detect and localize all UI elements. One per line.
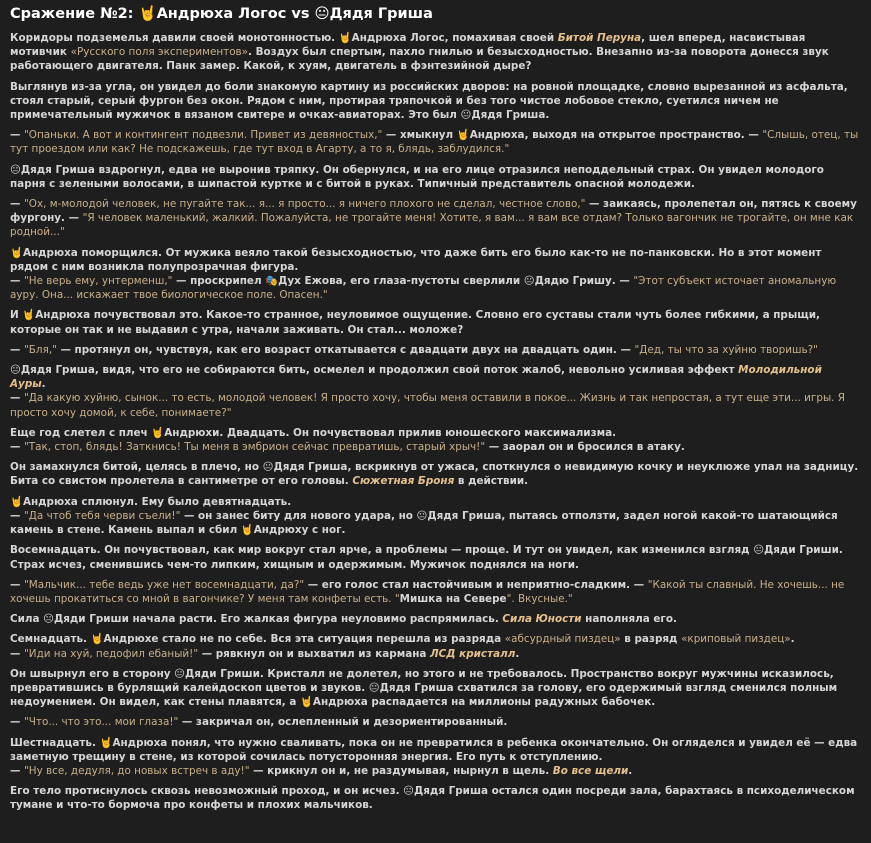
dialogue-text: "Мальчик... тебе ведь уже нет восемнадцати, да?" [24,578,305,591]
narration-text: — протянул он, чувствуя, как его возраст откатывается с двадцати двух на двадцать один. — [56,343,635,356]
narration-text: — [10,578,25,591]
story-paragraph [10,460,861,488]
narration-text: Его тело протиснулось сквозь невозможный проход, и он исчез. 😐Дядя Гриша остался один посреди зала, барахтаясь в психоделическом тумане и что-то бормоча про конфеты и плохих мальчиков. [10,785,855,812]
dialogue-text: "Что... что это... мои глаза!" [24,716,179,729]
narration-text: Он швырнул его в сторону 😐Дяди Гриши. Кристалл не долетел, но этого и не требовалось. Пространство вокруг мужчины исказилось, превратившись в бурлящий калейдоскоп цветов и звуков. 😐Дядя Гриша схватился за голову, его одержимый взгляд сменился полным недоумением. Он видел, как стены плавятся, а 🤘Андрюха распадается на миллионы радужных бабочек. [10,667,838,709]
narration-text: Мишка на Севере [399,592,507,605]
story-paragraph [10,80,861,123]
narration-text: . [515,647,520,660]
dialogue-text: "Я человек маленький, жалкий. Пожалуйста, не трогайте меня! Хотите, я вам... я вам все отдам? Только вагончик не трогайте, он мне как родной..." [10,212,854,239]
item-name: ЛСД кристалл [430,647,516,660]
narration-text: Выглянув из-за угла, он увидел до боли знакомую картину из российских дворов: на ровной площадке, словно вырезанной из асфальта, стоял старый, серый фургон без окон. Рядом с ним, протирая тряпочкой и без того чистое лобовое стекло, суетился ничем не примечательный мужичок в вязаном свитере и очках-авиаторах. Это был 😐Дядя Гриша. [10,80,848,122]
narration-text: Сила 😐Дяди Гриши начала расти. Его жалкая фигура неуловимо распрямилась. [10,613,503,626]
narration-text: — проскрипел 🎭Дух Ежова, его глаза-пустоты сверлили 😐Дядю Гришу. — [172,275,634,288]
narration-text: — [10,509,25,522]
story-body [10,31,861,813]
narration-text: . [41,378,46,391]
narration-text: наполняла его. [581,613,677,626]
narration-text: — [10,343,25,356]
story-paragraph [10,784,861,812]
story-paragraph [10,495,861,538]
dialogue-text: "Опаньки. А вот и контингент подвезли. Привет из девяностых," [24,129,383,142]
narration-text: — заикаясь, пролепетал он, пятясь к своему фургону. — [10,198,857,225]
story-paragraph [10,197,861,240]
dialogue-text: "Иди на хуй, педофил ебаный!" [24,647,199,660]
narration-text: — хмыкнул 🤘Андрюха, выходя на открытое пространство. — [382,129,763,142]
narration-text: Коридоры подземелья давили своей монотонностью. 🤘Андрюха Логос, помахивая своей [10,32,558,44]
narration-text: . [790,633,795,646]
narration-text: — закричал он, ослепленный и дезориентированный. [178,716,508,729]
dialogue-text: «криповый пиздец» [681,633,791,646]
narration-text: — рявкнул он и выхватил из кармана [198,647,431,660]
narration-text: , шел вперед, насвистывая мотивчик [10,32,806,59]
story-paragraph [10,632,861,660]
narration-text: — крикнул он и, не раздумывая, нырнул в щель. [249,764,553,777]
dialogue-text: ". Вкусные." [506,592,573,605]
narration-text: . Воздух был спертым, пахло гнилью и безысходностью. Внезапно из-за поворота донесся звук работающего двигателя. Панк замер. Какой, к хуям, двигатель в фэнтезийной дыре? [10,46,829,73]
dialogue-text: "Так, стоп, блядь! Заткнись! Ты меня в эмбрион сейчас превратишь, старый хрыч!" [24,441,486,454]
story-paragraph [10,31,861,74]
narration-text: Восемнадцать. Он почувствовал, как мир вокруг стал ярче, а проблемы — проще. И тут он увидел, как изменился взгляд 😐Дяди Гриши. Страх исчез, сменившись чем-то липким, хищным и одержимым. Мужичок поднялся на ноги. [10,544,843,571]
narration-text: — [10,275,25,288]
narration-text: — заорал он и бросился в атаку. [485,441,685,454]
item-name: Сила Юности [502,613,582,626]
narration-text: 🤘Андрюха поморщился. От мужика веяло такой безысходностью, что даже бить его было как-то не по-панковски. Но в этот момент рядом с ним возникла полупрозрачная фигура. [10,246,822,273]
narration-text: 😐Дядя Гриша вздрогнул, едва не выронив тряпку. Он обернулся, и на его лице отразился неподдельный страх. Он увидел молодого парня с зелеными волосами, в шипастой куртке и с битой в руках. Типичный представитель опасной молодежи. [10,163,824,190]
narration-text: Он замахнулся битой, целясь в плечо, но 😐Дядя Гриша, вскрикнув от ужаса, споткнулся о невидимую кочку и неуклюже упал на задницу. Бита со свистом пролетела в сантиметре от его головы. [10,461,859,488]
narration-text: — он занес биту для нового удара, но 😐Дядя Гриша, пытаясь отползти, задел ногой какой-то шатающийся камень в стене. Камень выпал и сбил 🤘Андрюху с ног. [10,509,838,537]
narration-text: — [10,129,25,142]
story-paragraph [10,343,861,357]
dialogue-text: "Ну все, дедуля, до новых встреч в аду!" [24,764,250,777]
narration-text: . [628,764,633,777]
dialogue-text: «абсурдный пиздец» [504,633,621,646]
item-name: Во все щели [552,764,629,777]
story-paragraph [10,308,861,336]
narration-text: — [10,198,25,211]
dialogue-text: "Да чтоб тебя черви съели!" [24,509,181,522]
dialogue-text: "Дед, ты что за хуйню творишь?" [634,343,818,356]
story-paragraph [10,363,861,420]
dialogue-text: "Какой ты славный. Не хочешь... не хочешь прокатиться со мной в вагончике? У меня там конфеты есть. " [10,578,845,605]
narration-text: 🤘Андрюха сплюнул. Ему было девятнадцать. [10,495,292,508]
narration-text: — [10,716,25,729]
story-paragraph [10,736,861,779]
story-title: Сражение №2: 🤘Андрюха Логос vs 😐Дядя Гриша [10,6,433,22]
story-paragraph [10,578,861,606]
story-paragraph [10,667,861,710]
narration-text: Шестнадцать. 🤘Андрюха понял, что нужно сваливать, пока он не превратился в ребенка окончательно. Он огляделся и увидел её — едва заметную трещину в стене, из которой сочилась потусторонняя энергия. Его путь к отступлению. [10,736,858,763]
dialogue-text: "Ох, м-молодой человек, не пугайте так... я... я просто... я ничего плохого не сделал, честное слово," [24,198,586,211]
narration-text: в действии. [454,475,529,488]
dialogue-text: «Русского поля экспериментов» [70,46,249,59]
narration-text: в разряд [620,633,682,646]
story-paragraph [10,715,861,729]
item-name: Сюжетная Броня [352,475,455,488]
dialogue-text: "Да какую хуйню, сынок... то есть, молодой человек! Я просто хочу, чтобы меня оставили в покое... Жизнь и так непростая, а тут еще эти... игры. Я просто хочу домой, к себе, понимаете?" [10,392,845,419]
dialogue-text: "Не верь ему, унтерменш," [24,275,173,288]
item-name: Битой Перуна [557,32,642,44]
story-paragraph [10,543,861,571]
story-paragraph [10,612,861,626]
narration-text: — [10,392,25,405]
narration-text: 😐Дядя Гриша, видя, что его не собираются бить, осмелел и продолжил свой поток жалоб, невольно усиливая эффект [10,364,739,377]
narration-text: — [10,764,25,777]
narration-text: Семнадцать. 🤘Андрюхе стало не по себе. Вся эта ситуация перешла из разряда [10,633,505,646]
story-paragraph [10,426,861,454]
dialogue-text: "Слышь, отец, ты тут проездом или как? Не подскажешь, где тут вход в Агарту, а то я, блядь, заблудился." [10,129,859,156]
narration-text: И 🤘Андрюха почувствовал это. Какое-то странное, неуловимое ощущение. Словно его суставы стали чуть более гибкими, а прыщи, которые он так и не выдавил с утра, начали заживать. Он стал... моложе? [10,309,820,336]
story-paragraph [10,128,861,156]
dialogue-text: "Этот субъект источает аномальную ауру. Она... искажает твое биологическое поле. Опасен." [10,275,837,302]
narration-text: — [10,647,25,660]
story-paragraph [10,246,861,303]
item-name: Молодильной Ауры [10,364,822,391]
narration-text: Еще год слетел с плеч 🤘Андрюхи. Двадцать. Он почувствовал прилив юношеского максимализма. [10,426,617,439]
dialogue-text: "Бля," [24,343,57,356]
narration-text: — [10,441,25,454]
narration-text: — его голос стал настойчивым и неприятно-сладким. — [304,578,648,591]
story-paragraph [10,163,861,191]
